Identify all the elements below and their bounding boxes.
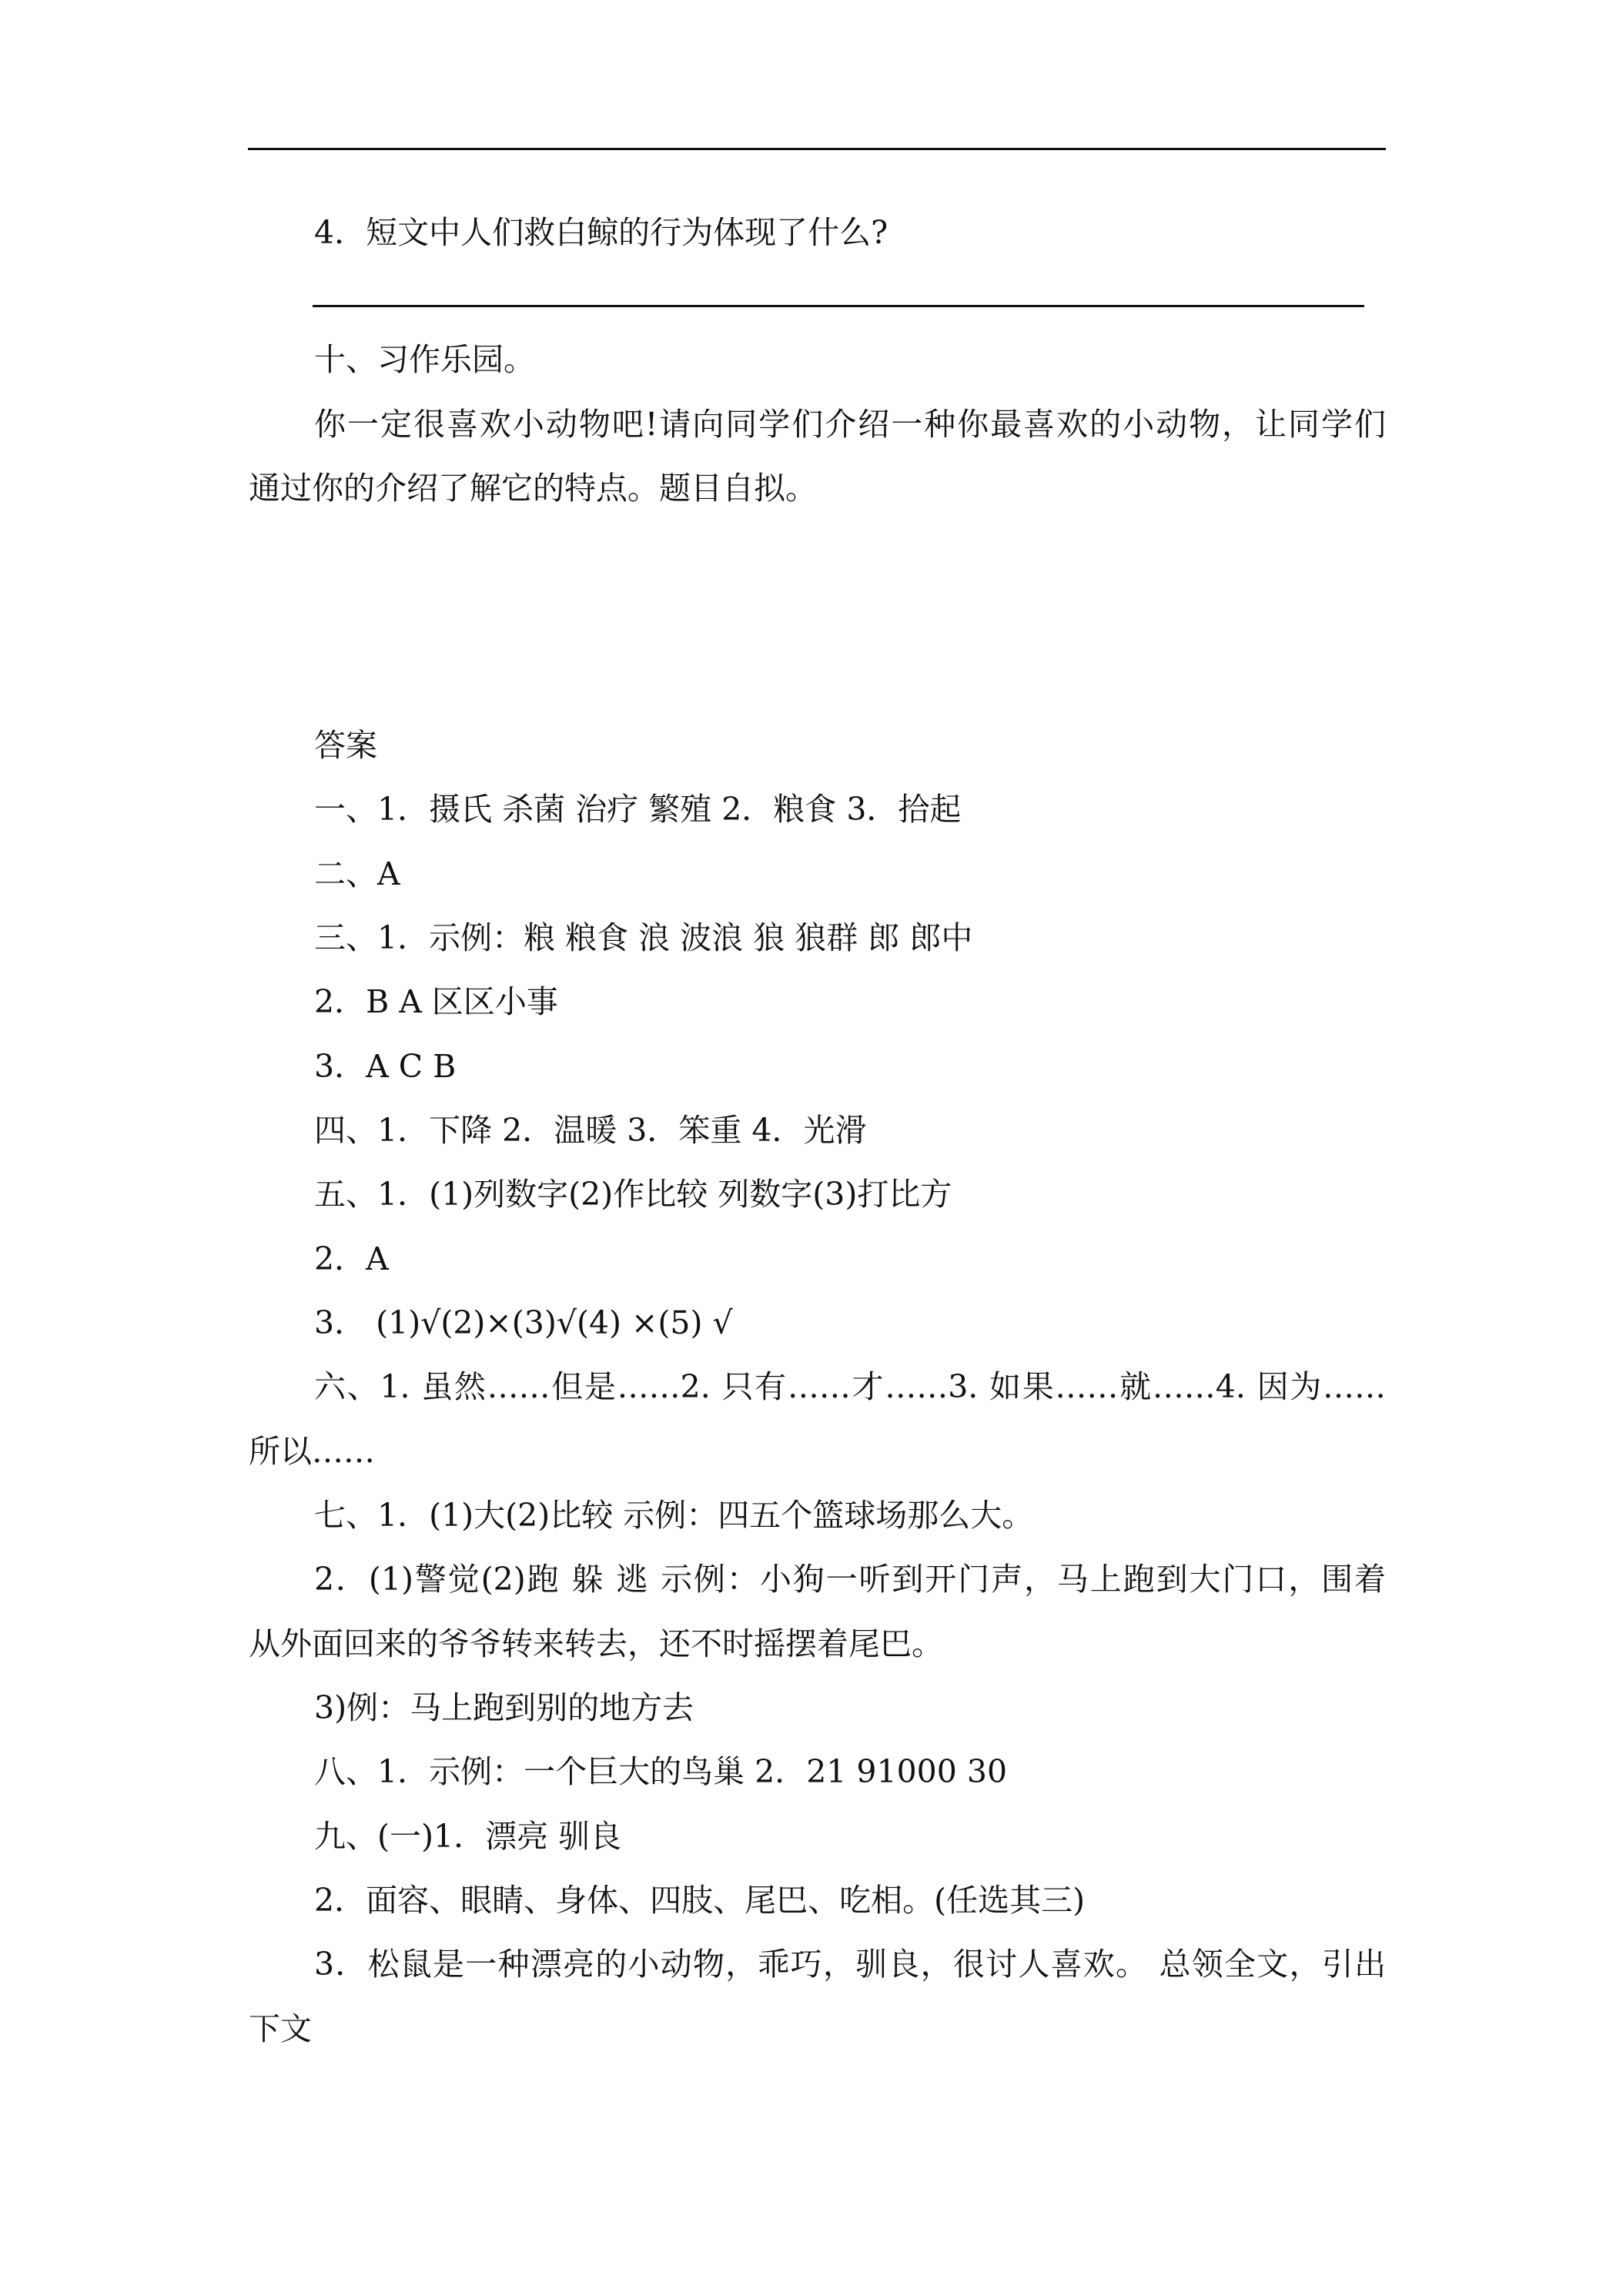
question-4: 4．短文中人们救白鲸的行为体现了什么? — [314, 214, 888, 251]
answer-line: 3．松鼠是一种漂亮的小动物，乖巧，驯良，很讨人喜欢。 总领全文，引出 — [314, 1946, 1386, 1983]
section-10-text-line1: 你一定很喜欢小动物吧!请向同学们介绍一种你最喜欢的小动物，让同学们 — [314, 406, 1386, 443]
answer-line: 3． (1)√(2)×(3)√(4) ×(5) √ — [314, 1304, 733, 1341]
answer-line: 下文 — [249, 2010, 312, 2047]
answer-line: 一、1．摄氏 杀菌 治疗 繁殖 2．粮食 3．拾起 — [314, 791, 962, 828]
answer-line: 二、A — [314, 855, 400, 892]
answer-line: 2．(1)警觉(2)跑 躲 逃 示例：小狗一听到开门声，马上跑到大门口，围着 — [314, 1561, 1386, 1598]
answer-line: 3．A C B — [314, 1048, 457, 1085]
answer-line: 七、1．(1)大(2)比较 示例：四五个篮球场那么大。 — [314, 1497, 1034, 1534]
answer-line: 八、1．示例：一个巨大的鸟巢 2．21 91000 30 — [314, 1753, 1008, 1790]
answer-line: 三、1．示例：粮 粮食 浪 波浪 狼 狼群 郎 郎中 — [314, 919, 973, 956]
answer-line: 六、1. 虽然……但是……2. 只有……才……3. 如果……就……4. 因为…… — [314, 1368, 1386, 1405]
answer-line: 2．A — [314, 1240, 389, 1277]
answer-line-q4 — [313, 305, 1364, 307]
answers-heading: 答案 — [314, 727, 377, 764]
answer-line: 四、1．下降 2．温暖 3．笨重 4．光滑 — [314, 1112, 867, 1149]
section-10-title: 十、习作乐园。 — [314, 341, 535, 378]
answer-line: 3)例：马上跑到别的地方去 — [314, 1689, 694, 1726]
answer-line: 所以…… — [249, 1433, 375, 1470]
section-10-text-line2: 通过你的介绍了解它的特点。题目自拟。 — [249, 470, 817, 507]
answer-line: 五、1．(1)列数字(2)作比较 列数字(3)打比方 — [314, 1176, 952, 1213]
answer-line: 2．面容、眼睛、身体、四肢、尾巴、吃相。(任选其三) — [314, 1882, 1086, 1919]
answer-line: 2．B A 区区小事 — [314, 983, 558, 1020]
answer-line: 从外面回来的爷爷转来转去，还不时摇摆着尾巴。 — [249, 1625, 943, 1662]
answer-line: 九、(一)1．漂亮 驯良 — [314, 1818, 622, 1855]
answer-line-top — [248, 148, 1386, 150]
